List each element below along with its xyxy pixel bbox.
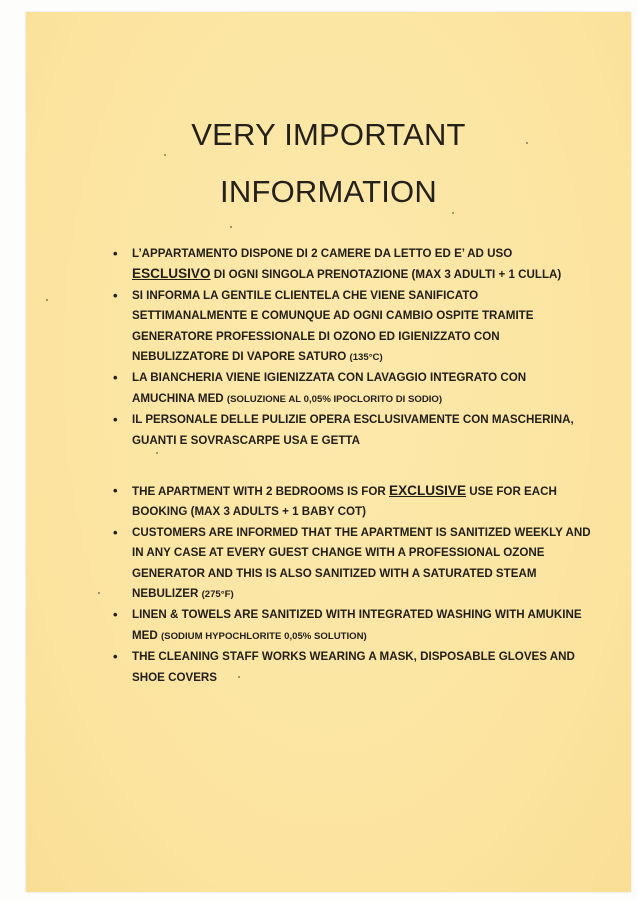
title-line-1: VERY IMPORTANT [191, 117, 466, 152]
scan-speck [164, 154, 166, 156]
notice-text: DI OGNI SINGOLA PRENOTAZIONE (MAX 3 ADULTI + 1 CULLA) [210, 268, 562, 282]
notice-text: THE CLEANING STAFF WORKS WEARING A MASK, DISPOSABLE GLOVES AND SHOE COVERS [132, 650, 575, 684]
scan-speck [98, 592, 100, 594]
notice-text: USE FOR EACH BOOKING (MAX 3 ADULTS + 1 BABY COT) [132, 485, 557, 519]
paper-sheet [26, 12, 631, 892]
notice-item [26, 410, 631, 451]
title-line-2: INFORMATION [220, 174, 437, 209]
notice-item [26, 647, 631, 688]
scan-speck [156, 452, 158, 454]
bullet-dot-icon: • [113, 287, 118, 303]
scan-speck [238, 676, 240, 678]
bullet-dot-icon: • [113, 524, 118, 540]
italian-notice-list [26, 244, 631, 451]
scan-speck [230, 226, 232, 228]
notice-item [26, 481, 631, 523]
notice-text: SI INFORMA LA GENTILE CLIENTELA CHE VIENE SANIFICATO SETTIMANALMENTE E COMUNQUE AD OGNI CAMBIO OSPITE TRAMITE GENERATORE PROFESSIONALE DI OZONO ED IGIENIZZATO CON NEBULIZZATORE DI VAPORE SATURO [132, 288, 534, 364]
notice-text: CUSTOMERS ARE INFORMED THAT THE APARTMENT IS SANITIZED WEEKLY AND IN ANY CASE AT EVERY GUEST CHANGE WITH A PROFESSIONAL OZONE GENERATOR AND THIS IS ALSO SANITIZED WITH A SATURATED STEAM NEBULIZER [132, 525, 591, 601]
notice-text: THE APARTMENT WITH 2 BEDROOMS IS FOR [132, 485, 389, 498]
notice-item [26, 368, 631, 410]
bullet-dot-icon: • [113, 483, 118, 498]
notice-text: LINEN & TOWELS ARE SANITIZED WITH INTEGRATED WASHING WITH AMUKINE MED [132, 608, 582, 642]
scan-speck [452, 212, 454, 214]
scan-speck [526, 142, 528, 144]
notice-item [26, 605, 631, 647]
notice-text: L’APPARTAMENTO DISPONE DI 2 CAMERE DA LETTO ED E’ AD USO [132, 247, 513, 260]
small-note-text: (SOLUZIONE AL 0,05% IPOCLORITO DI SODIO) [226, 393, 443, 405]
notice-item [26, 523, 631, 606]
notice-text: IL PERSONALE DELLE PULIZIE OPERA ESCLUSIVAMENTE CON MASCHERINA, GUANTI E SOVRASCARPE USA E GETTA [132, 413, 574, 447]
small-note-text: (275°F) [201, 589, 234, 601]
english-notice-list [26, 481, 631, 688]
emphasized-text: ESCLUSIVO [132, 266, 211, 282]
bullet-dot-icon: • [113, 607, 118, 623]
bullet-dot-icon: • [113, 649, 118, 665]
bullet-dot-icon: • [113, 246, 118, 261]
emphasized-text: EXCLUSIVE [389, 483, 467, 498]
notice-text: LA BIANCHERIA VIENE IGIENIZZATA CON LAVAGGIO INTEGRATO CON AMUCHINA MED [132, 371, 527, 405]
small-note-text: (SODIUM HYPOCHLORITE 0,05% SOLUTION) [160, 630, 367, 642]
notice-item [26, 286, 631, 369]
scan-speck [46, 299, 48, 301]
notice-item [26, 244, 631, 286]
bullet-dot-icon: • [113, 370, 118, 386]
small-note-text: (135°C) [349, 352, 383, 364]
bullet-dot-icon: • [113, 412, 118, 428]
